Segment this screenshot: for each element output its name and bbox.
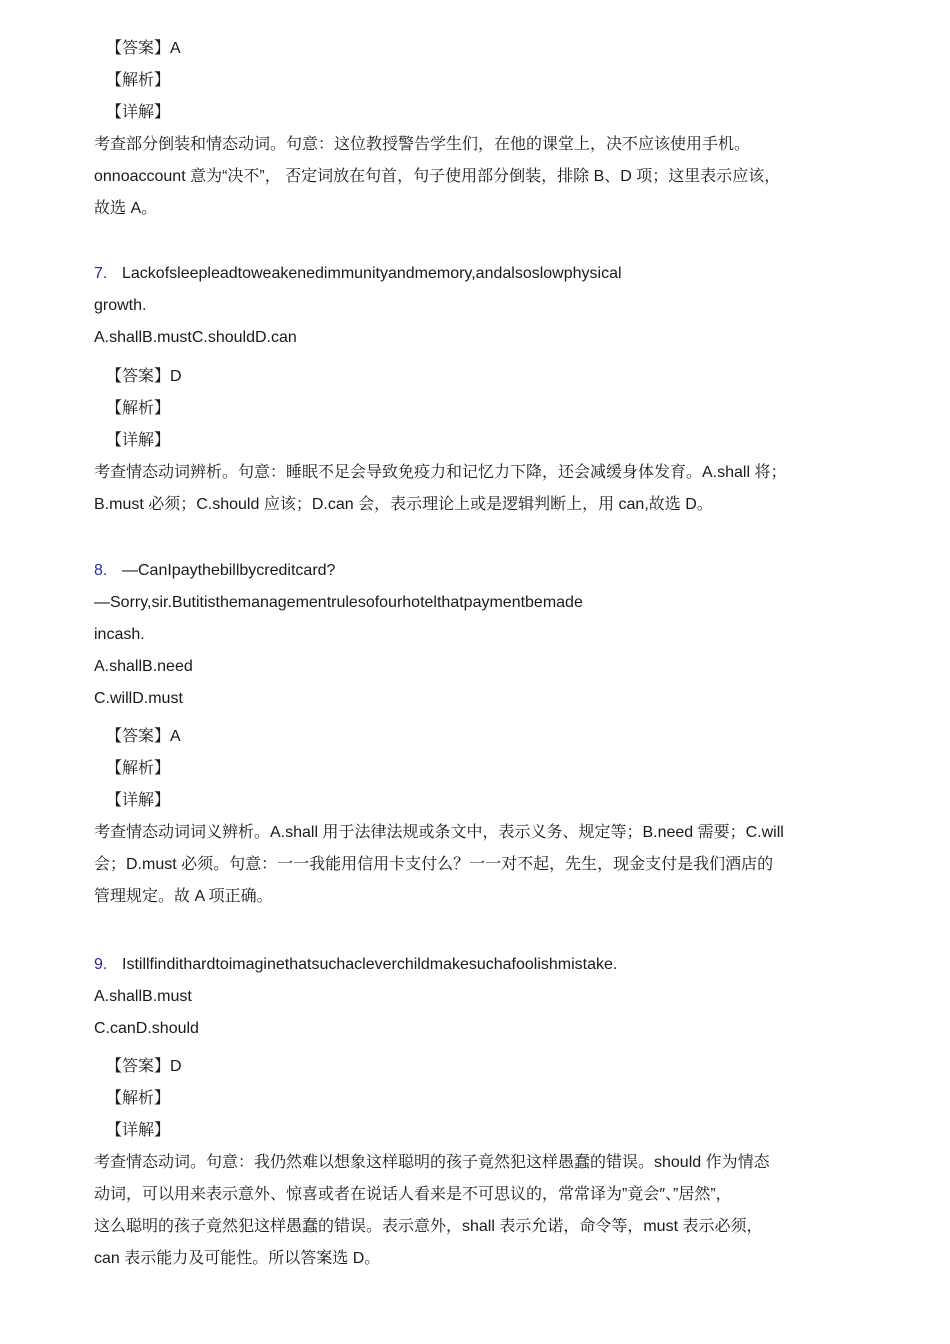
question-stem: 7. Lackofsleepleadtoweakenedimmunityandmemory,andalsoslowphysical xyxy=(94,258,874,290)
explanation-line: 会；D.must 必须。句意：一一我能用信用卡支付么？一一对不起，先生，现金支付是我们酒店的 xyxy=(94,856,774,873)
analysis-label: 【解析】 xyxy=(106,760,171,777)
explanation-line: 考查情态动词。句意：我仍然难以想象这样聪明的孩子竟然犯这样愚蠢的错误。should 作为情态 xyxy=(94,1154,770,1171)
question-9 xyxy=(94,949,874,1045)
question-number: 8. xyxy=(94,562,108,579)
analysis-label: 【解析】 xyxy=(106,72,171,89)
explanation-line: 考查情态动词词义辨析。A.shall 用于法律法规或条文中，表示义务、规定等；B.need 需要；C.will xyxy=(94,824,784,841)
question-stem: growth. xyxy=(94,297,147,314)
detail-label: 【详解】 xyxy=(106,432,171,449)
question-options: A.shallB.mustC.shouldD.can xyxy=(94,329,297,346)
question-8 xyxy=(94,555,874,715)
analysis-label: 【解析】 xyxy=(106,1090,171,1107)
explanation-line: 管理规定。故 A 项正确。 xyxy=(94,888,273,905)
question-stem: 8. —CanIpaythebillbycreditcard? xyxy=(94,555,874,587)
explanation-line: B.must 必须；C.should 应该；D.can 会，表示理论上或是逻辑判断上，用 can,故选 D。 xyxy=(94,496,713,513)
question-stem: 9. Istillfindithardtoimaginethatsuchacleverchildmakesuchafoolishmistake. xyxy=(94,949,874,981)
answer-block-7 xyxy=(94,361,874,521)
detail-label: 【详解】 xyxy=(106,792,171,809)
answer-block-9 xyxy=(94,1051,874,1275)
question-options: C.willD.must xyxy=(94,690,183,707)
question-7 xyxy=(94,258,874,354)
explanation-line: 这么聪明的孩子竟然犯这样愚蠢的错误。表示意外，shall 表示允诺，命令等，must 表示必须， xyxy=(94,1218,763,1235)
answer-label: 【答案】A xyxy=(106,40,181,57)
explanation-line: onnoaccount 意为“决不”， 否定词放在句首，句子使用部分倒装，排除 B、D 项；这里表示应该， xyxy=(94,168,781,185)
detail-label: 【详解】 xyxy=(106,104,171,121)
explanation-line: 考查部分倒装和情态动词。句意：这位教授警告学生们，在他的课堂上，决不应该使用手机。 xyxy=(94,136,751,153)
explanation-line: 考查情态动词辨析。句意：睡眠不足会导致免疫力和记忆力下降，还会减缓身体发育。A.shall 将； xyxy=(94,464,787,481)
question-number: 9. xyxy=(94,956,108,973)
question-stem: —Sorry,sir.Butitisthemanagementrulesofourhotelthatpaymentbemade xyxy=(94,594,583,611)
answer-block-8 xyxy=(94,721,874,913)
explanation-line: 动词，可以用来表示意外、惊喜或者在说话人看来是不可思议的，常常译为”竟会″、”居然”， xyxy=(94,1186,732,1203)
question-options: A.shallB.must xyxy=(94,988,192,1005)
prev-answer-block xyxy=(94,33,874,225)
answer-label: 【答案】D xyxy=(106,368,182,385)
explanation-line: 故选 A。 xyxy=(94,200,158,217)
question-options: A.shallB.need xyxy=(94,658,193,675)
analysis-label: 【解析】 xyxy=(106,400,171,417)
question-stem: incash. xyxy=(94,626,145,643)
question-number: 7. xyxy=(94,265,108,282)
answer-label: 【答案】A xyxy=(106,728,181,745)
explanation-line: can 表示能力及可能性。所以答案选 D。 xyxy=(94,1250,381,1267)
answer-label: 【答案】D xyxy=(106,1058,182,1075)
detail-label: 【详解】 xyxy=(106,1122,171,1139)
question-options: C.canD.should xyxy=(94,1020,199,1037)
